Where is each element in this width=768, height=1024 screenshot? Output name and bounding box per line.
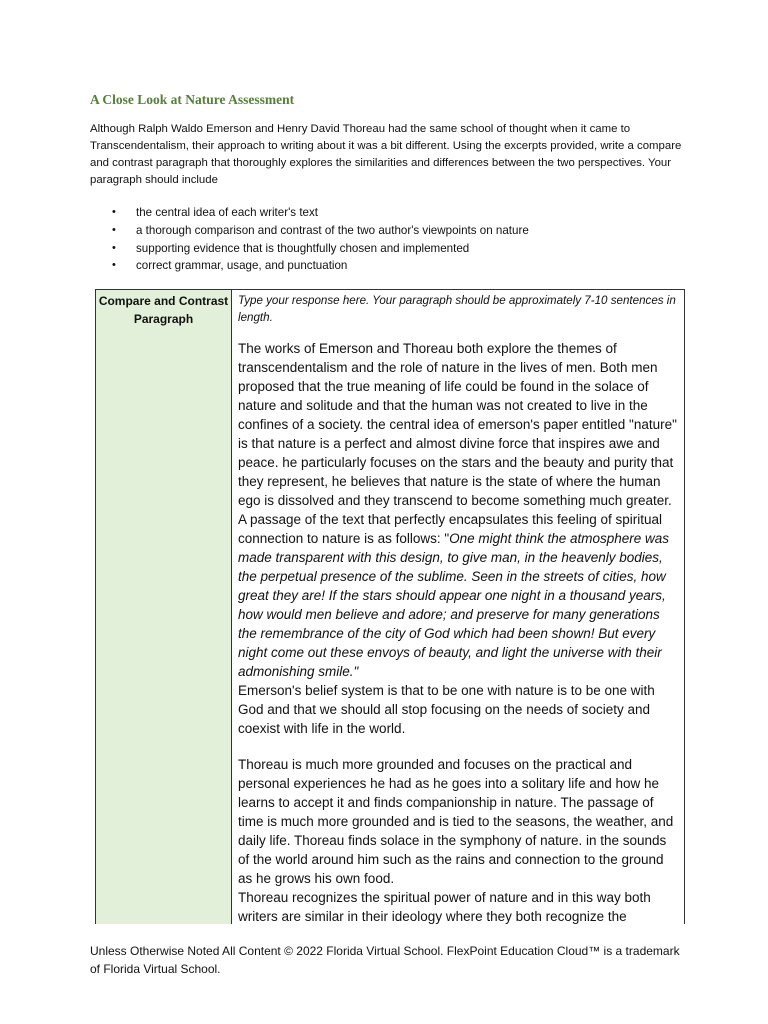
list-item-text: a thorough comparison and contrast of the two author's viewpoints on nature	[136, 223, 529, 237]
page-title: A Close Look at Nature Assessment	[90, 92, 295, 107]
table-header-cell: Compare and Contrast Paragraph	[96, 290, 232, 924]
list-item-text: the central idea of each writer's text	[136, 206, 319, 219]
list-item-text: supporting evidence that is thoughtfully chosen and implemented	[136, 241, 470, 255]
list-item	[90, 240, 690, 258]
response-paragraph-2: Thoreau is much more grounded and focuses on the practical and personal experiences he had as he goes into a solitary life and how he learns to accept it and finds companionship in nature. The passage of time is much more grounded and is tied to the seasons, the weather, and daily life. Thoreau finds solace in the symphony of nature. in the sounds of the world around him such as the rains and connection to the ground as he grows his own food.	[238, 757, 674, 886]
list-item	[90, 222, 690, 240]
response-table	[95, 289, 685, 924]
bullet-icon: •	[112, 259, 116, 272]
response-text: The works of Emerson and Thoreau both explore the themes of transcendentalism and the role of nature in the lives of men. Both men proposed that the true meaning of life could be found in the solace of nature and solitude and that the human was not created to live in the confines of a society. the central idea of emerson's paper entitled "nature" is that nature is a perfect and almost divine force that inspires awe and peace. he particularly focuses on the stars and the beauty and purity that they represent, he believes that nature is the state of where the human ego is dissolved and they transcend to become something much greater. A passage of the text that perfectly encapsulates this feeling of spiritual connection to nature is as follows: "	[238, 341, 677, 546]
bullet-icon: •	[112, 206, 116, 218]
bullet-icon: •	[112, 223, 116, 236]
list-item	[90, 257, 690, 275]
response-instructions: Type your response here. Your paragraph should be approximately 7-10 sentences in length.	[238, 294, 676, 324]
requirements-list	[90, 204, 690, 275]
response-paragraph-3: Thoreau recognizes the spiritual power of nature and in this way both writers are similar in their ideology where they both recognize the	[238, 890, 651, 924]
emerson-quote: One might think the atmosphere was made transparent with this design, to give man, in the heavenly bodies, the perpetual presence of the sublime. Seen in the streets of cities, how great they are! If the stars should appear one night in a thousand years, how would men believe and adore; and preserve for many generations the remembrance of the city of God which had been shown! But every night come out these envoys of beauty, and light the universe with their admonishing smile."	[238, 531, 670, 679]
response-cell[interactable]	[232, 290, 684, 924]
bullet-icon: •	[112, 241, 116, 254]
copyright-footer: Unless Otherwise Noted All Content © 2022 Florida Virtual School. FlexPoint Education Cloud™ is a trademark of Florida Virtual School.	[90, 944, 680, 976]
list-item-text: correct grammar, usage, and punctuation	[136, 259, 348, 273]
response-paragraph-1	[238, 339, 678, 738]
response-text: Emerson's belief system is that to be one with nature is to be one with God and that we should all stop focusing on the needs of society and coexist with life in the world.	[238, 683, 655, 736]
list-item	[90, 204, 690, 222]
intro-paragraph: Although Ralph Waldo Emerson and Henry David Thoreau had the same school of thought when it came to Transcendentalism, their approach to writing about it was a bit different. Using the excerpts provided, write a compare and contrast paragraph that thoroughly explores the similarities and differences between the two perspectives. Your paragraph should include	[90, 123, 682, 186]
